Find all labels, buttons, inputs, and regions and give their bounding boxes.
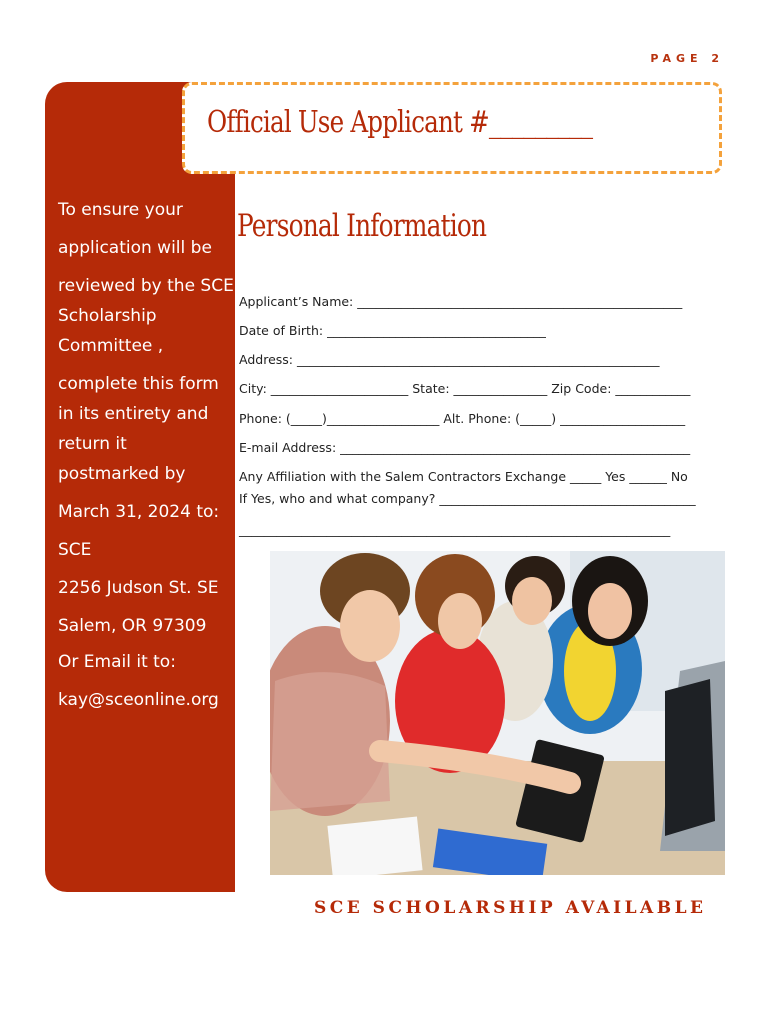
footer-banner: SCE SCHOLARSHIP AVAILABLE (314, 898, 707, 918)
address-field[interactable]: Address: __________________________________________________________ (239, 352, 660, 367)
official-use-title: Official Use Applicant #_________ (207, 105, 593, 140)
sidebar-line: return it (58, 434, 127, 454)
sidebar-line: Scholarship (58, 306, 157, 326)
sidebar-line: Committee , (58, 336, 164, 356)
section-title: Personal Information (237, 208, 487, 244)
affiliation-field[interactable]: Any Affiliation with the Salem Contractors Exchange _____ Yes ______ No (239, 469, 688, 484)
sidebar-line: reviewed by the SCE (58, 276, 234, 296)
sidebar-line: To ensure your (58, 200, 183, 220)
sidebar-line: application will be (58, 238, 212, 258)
sidebar-line: postmarked by (58, 464, 186, 484)
contact-email-link[interactable]: kay@sceonline.org (58, 690, 219, 710)
mail-org: SCE (58, 540, 92, 560)
affiliation-company-field[interactable]: If Yes, who and what company? _________________________________________ (239, 491, 696, 506)
mail-city: Salem, OR 97309 (58, 616, 207, 636)
deadline: March 31, 2024 to: (58, 502, 220, 522)
phone-field[interactable]: Phone: (_____)__________________ Alt. Phone: (_____) ____________________ (239, 411, 686, 426)
mail-street: 2256 Judson St. SE (58, 578, 219, 598)
page-number: PAGE 2 (650, 52, 724, 65)
city-state-zip-field[interactable]: City: ______________________ State: _______________ Zip Code: ____________ (239, 381, 691, 396)
official-use-box (182, 82, 722, 174)
extra-blank-line[interactable]: _____________________________________________________________________ (239, 522, 671, 537)
sidebar-line: complete this form (58, 374, 219, 394)
sidebar-line: in its entirety and (58, 404, 209, 424)
sidebar-line: Or Email it to: (58, 652, 176, 672)
applicant-name-field[interactable]: Applicant’s Name: ____________________________________________________ (239, 294, 683, 309)
students-photo (270, 551, 725, 875)
email-field[interactable]: E-mail Address: ________________________________________________________ (239, 440, 691, 455)
date-of-birth-field[interactable]: Date of Birth: ___________________________________ (239, 323, 546, 338)
